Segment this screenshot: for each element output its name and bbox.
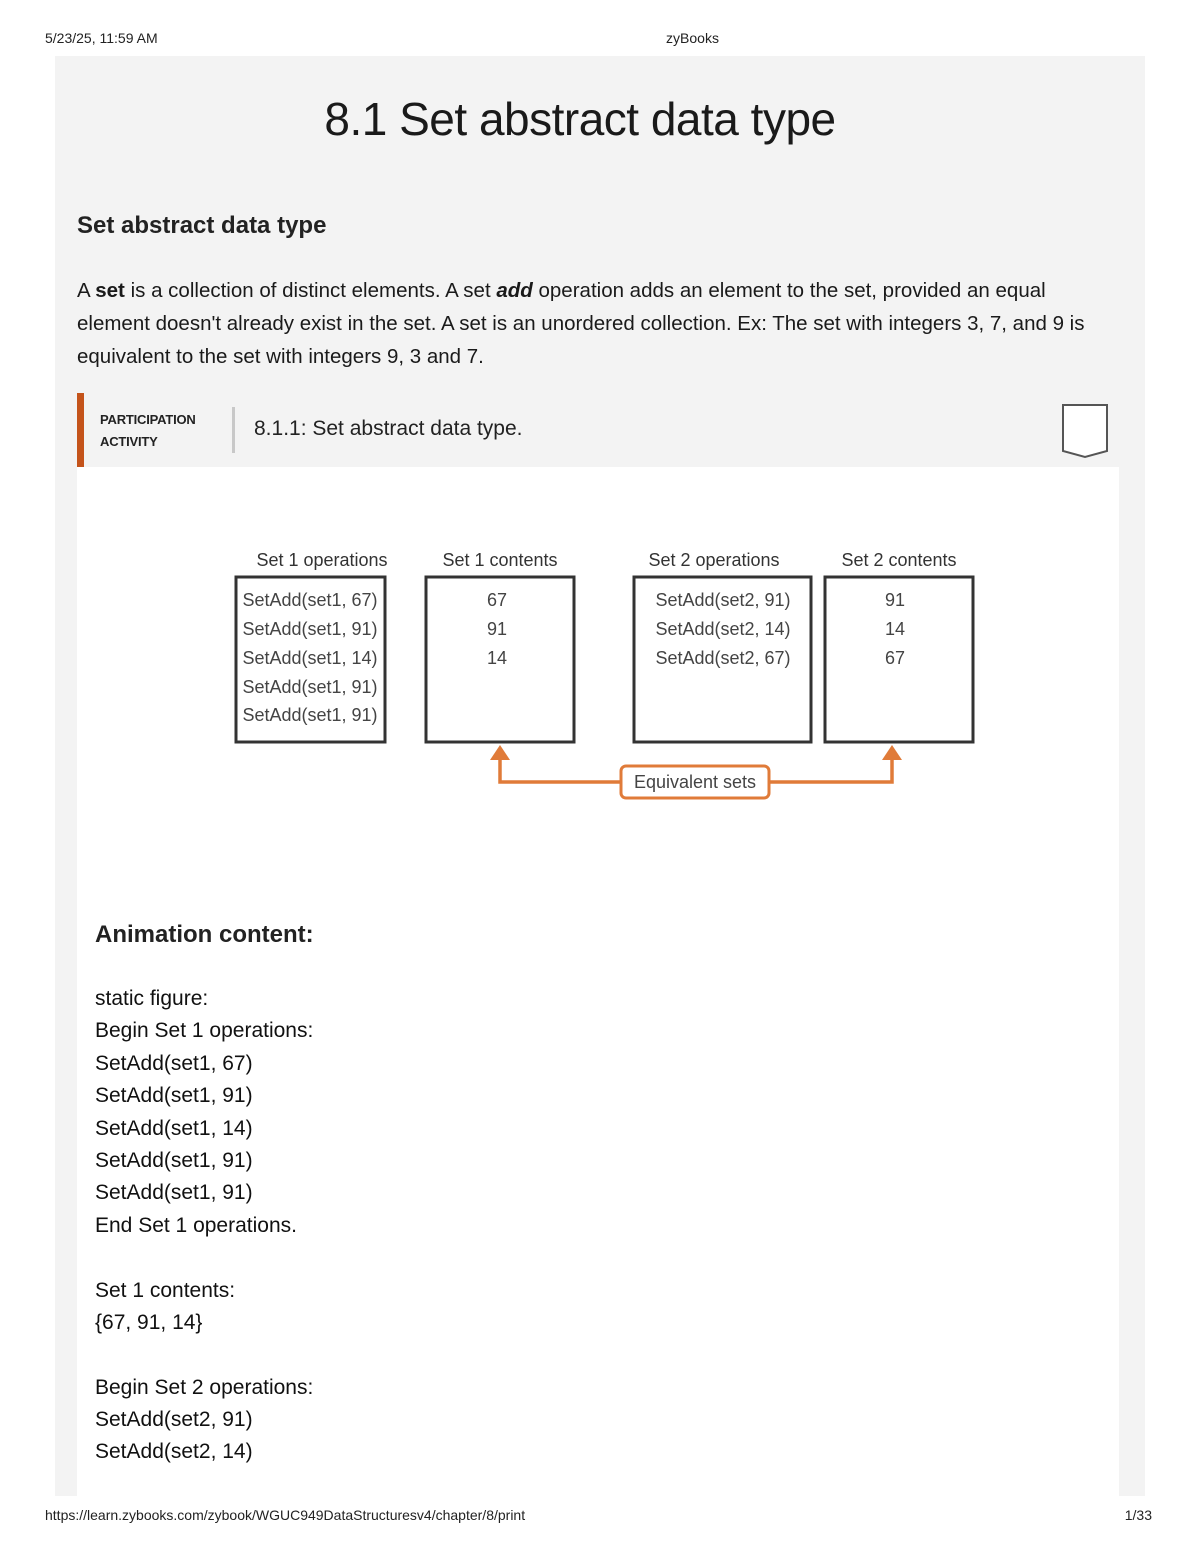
animation-line: SetAdd(set1, 67) — [95, 1051, 253, 1075]
participation-activity — [77, 393, 1119, 1496]
term-set: set — [95, 279, 125, 302]
animation-line: Begin Set 1 operations: — [95, 1019, 314, 1043]
animation-line: End Set 1 operations. — [95, 1213, 297, 1237]
set1-op: SetAdd(set1, 91) — [242, 677, 378, 697]
header-divider — [232, 407, 235, 453]
print-page-number: 1/33 — [1124, 1507, 1152, 1523]
set1-contents-list — [487, 590, 507, 668]
set1-element: 91 — [486, 619, 508, 639]
label-set2-ops: Set 2 operations — [648, 550, 780, 570]
content-panel — [55, 56, 1145, 1496]
set2-element: 67 — [884, 648, 906, 668]
animation-line: SetAdd(set1, 91) — [95, 1181, 253, 1205]
set1-element: 67 — [486, 590, 508, 610]
print-datetime: 5/23/25, 11:59 AM — [45, 30, 158, 46]
animation-line: Set 1 contents: — [95, 1278, 236, 1302]
label-set2-contents: Set 2 contents — [841, 550, 957, 570]
animation-description — [95, 983, 313, 1469]
animation-line: {67, 91, 14} — [95, 1310, 203, 1334]
animation-line: SetAdd(set1, 91) — [95, 1148, 253, 1172]
set1-op: SetAdd(set1, 67) — [242, 590, 378, 610]
animation-line: SetAdd(set2, 91) — [95, 1408, 253, 1432]
animation-line: static figure: — [95, 987, 209, 1010]
set1-op: SetAdd(set1, 91) — [242, 705, 378, 725]
equivalent-label: Equivalent sets — [633, 772, 757, 792]
animation-heading: Animation content: — [95, 921, 314, 948]
set2-op: SetAdd(set2, 14) — [655, 619, 791, 639]
arrowhead-right — [882, 745, 902, 760]
set2-contents-list — [885, 590, 905, 668]
intro-paragraph: A set is a collection of distinct elements. A set add operation adds an element to the set, provided an equal element doesn't already exist in the set. A set is an unordered collection. Ex: The set with integers 3, 7, and 9 is equivalent to the set with integers 9, 3 and 7. — [77, 279, 1085, 368]
animation-line: SetAdd(set2, 14) — [95, 1440, 253, 1464]
set2-element: 14 — [884, 619, 906, 639]
section-title: 8.1 Set abstract data type — [324, 93, 836, 145]
animation-line: Begin Set 2 operations: — [95, 1375, 314, 1399]
bookmark-icon[interactable] — [1061, 403, 1109, 459]
arrowhead-left — [490, 745, 510, 760]
set1-op: SetAdd(set1, 14) — [242, 648, 378, 668]
term-add: add — [496, 279, 533, 302]
set1-element: 14 — [486, 648, 508, 668]
activity-type-label: PARTICIPATION ACTIVITY — [100, 412, 196, 449]
print-site-name: zyBooks — [666, 30, 719, 46]
set2-op: SetAdd(set2, 91) — [655, 590, 791, 610]
animation-line: SetAdd(set1, 14) — [95, 1116, 253, 1140]
animation-line — [95, 1242, 313, 1274]
set-diagram — [77, 467, 1119, 857]
activity-title: 8.1.1: Set abstract data type. — [254, 417, 523, 440]
print-url: https://learn.zybooks.com/zybook/WGUC949DataStructuresv4/chapter/8/print — [45, 1507, 526, 1523]
set2-element: 91 — [884, 590, 906, 610]
activity-header — [77, 393, 1119, 467]
animation-line — [95, 1339, 313, 1371]
print-footer — [0, 1507, 1200, 1527]
set1-op: SetAdd(set1, 91) — [242, 619, 378, 639]
set2-op: SetAdd(set2, 67) — [655, 648, 791, 668]
label-set1-contents: Set 1 contents — [442, 550, 558, 570]
print-header — [0, 30, 1200, 50]
label-set1-ops: Set 1 operations — [256, 550, 388, 570]
set2-ops-list — [655, 590, 790, 668]
subsection-heading: Set abstract data type — [77, 212, 327, 239]
animation-line: SetAdd(set1, 91) — [95, 1084, 253, 1108]
